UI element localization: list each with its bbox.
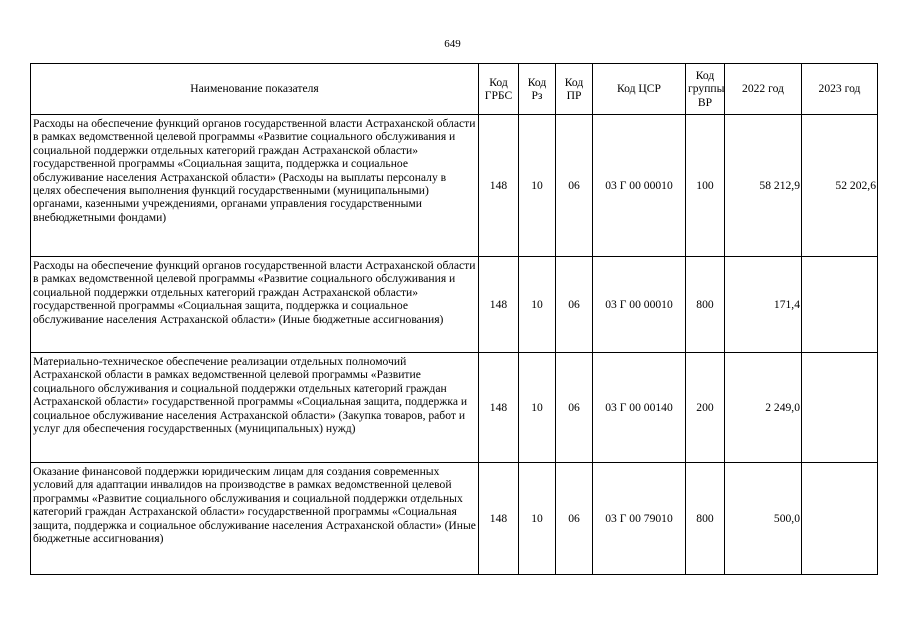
row-grbs: 148 bbox=[479, 115, 519, 257]
header-2023: 2023 год bbox=[802, 64, 878, 115]
table-row bbox=[31, 257, 878, 353]
row-grbs: 148 bbox=[479, 463, 519, 575]
header-pr: Код ПР bbox=[556, 64, 593, 115]
row-2022: 500,0 bbox=[725, 463, 802, 575]
header-2022: 2022 год bbox=[725, 64, 802, 115]
row-csr: 03 Г 00 00140 bbox=[593, 353, 686, 463]
header-rz: Код Рз bbox=[519, 64, 556, 115]
row-rz: 10 bbox=[519, 463, 556, 575]
row-vr: 800 bbox=[686, 463, 725, 575]
row-rz: 10 bbox=[519, 353, 556, 463]
table-header-row bbox=[31, 64, 878, 115]
row-2022: 171,4 bbox=[725, 257, 802, 353]
table-row bbox=[31, 463, 878, 575]
row-2023: 52 202,6 bbox=[802, 115, 878, 257]
row-csr: 03 Г 00 00010 bbox=[593, 257, 686, 353]
row-name: Материально-техническое обеспечение реализации отдельных полномочий Астраханской области в рамках ведомственной целевой программы «Развитие социального обслуживания и социальной поддержки отдельных категорий граждан Астраханской области» государственной программы «Социальная защита, поддержка и социальное обслуживание населения Астраханской области» (Закупка товаров, работ и услуг для обеспечения государственных (муниципальных) нужд) bbox=[31, 353, 479, 463]
row-2023 bbox=[802, 353, 878, 463]
row-csr: 03 Г 00 79010 bbox=[593, 463, 686, 575]
budget-table bbox=[30, 63, 878, 575]
row-2023 bbox=[802, 463, 878, 575]
row-2023 bbox=[802, 257, 878, 353]
row-name: Оказание финансовой поддержки юридическим лицам для создания современных условий для адаптации инвалидов на производстве в рамках ведомственной целевой программы «Развитие социального обслуживания и социальной поддержки отдельных категорий граждан Астраханской области» государственной программы «Социальная защита, поддержка и социальное обслуживание населения Астраханской области» (Иные бюджетные ассигнования) bbox=[31, 463, 479, 575]
header-vr: Код группы ВР bbox=[686, 64, 725, 115]
row-2022: 58 212,9 bbox=[725, 115, 802, 257]
table-row bbox=[31, 353, 878, 463]
row-name: Расходы на обеспечение функций органов государственной власти Астраханской области в рамках ведомственной целевой программы «Развитие социального обслуживания и социальной поддержки отдельных категорий граждан Астраханской области» государственной программы «Социальная защита, поддержка и социальное обслуживание населения Астраханской области» (Расходы на выплаты персоналу в целях обеспечения выполнения функций государственными (муниципальными) органами, казенными учреждениями, органами управления государственными внебюджетными фондами) bbox=[31, 115, 479, 257]
row-pr: 06 bbox=[556, 257, 593, 353]
row-vr: 800 bbox=[686, 257, 725, 353]
header-grbs: Код ГРБС bbox=[479, 64, 519, 115]
row-pr: 06 bbox=[556, 353, 593, 463]
row-rz: 10 bbox=[519, 115, 556, 257]
row-pr: 06 bbox=[556, 463, 593, 575]
row-pr: 06 bbox=[556, 115, 593, 257]
row-name: Расходы на обеспечение функций органов государственной власти Астраханской области в рамках ведомственной целевой программы «Развитие социального обслуживания и социальной поддержки отдельных категорий граждан Астраханской области» государственной программы «Социальная защита, поддержка и социальное обслуживание населения Астраханской области» (Иные бюджетные ассигнования) bbox=[31, 257, 479, 353]
row-grbs: 148 bbox=[479, 353, 519, 463]
row-vr: 200 bbox=[686, 353, 725, 463]
header-name: Наименование показателя bbox=[31, 64, 479, 115]
row-rz: 10 bbox=[519, 257, 556, 353]
row-2022: 2 249,0 bbox=[725, 353, 802, 463]
header-csr: Код ЦСР bbox=[593, 64, 686, 115]
row-csr: 03 Г 00 00010 bbox=[593, 115, 686, 257]
row-grbs: 148 bbox=[479, 257, 519, 353]
row-vr: 100 bbox=[686, 115, 725, 257]
table-row bbox=[31, 115, 878, 257]
page-number: 649 bbox=[444, 38, 461, 50]
